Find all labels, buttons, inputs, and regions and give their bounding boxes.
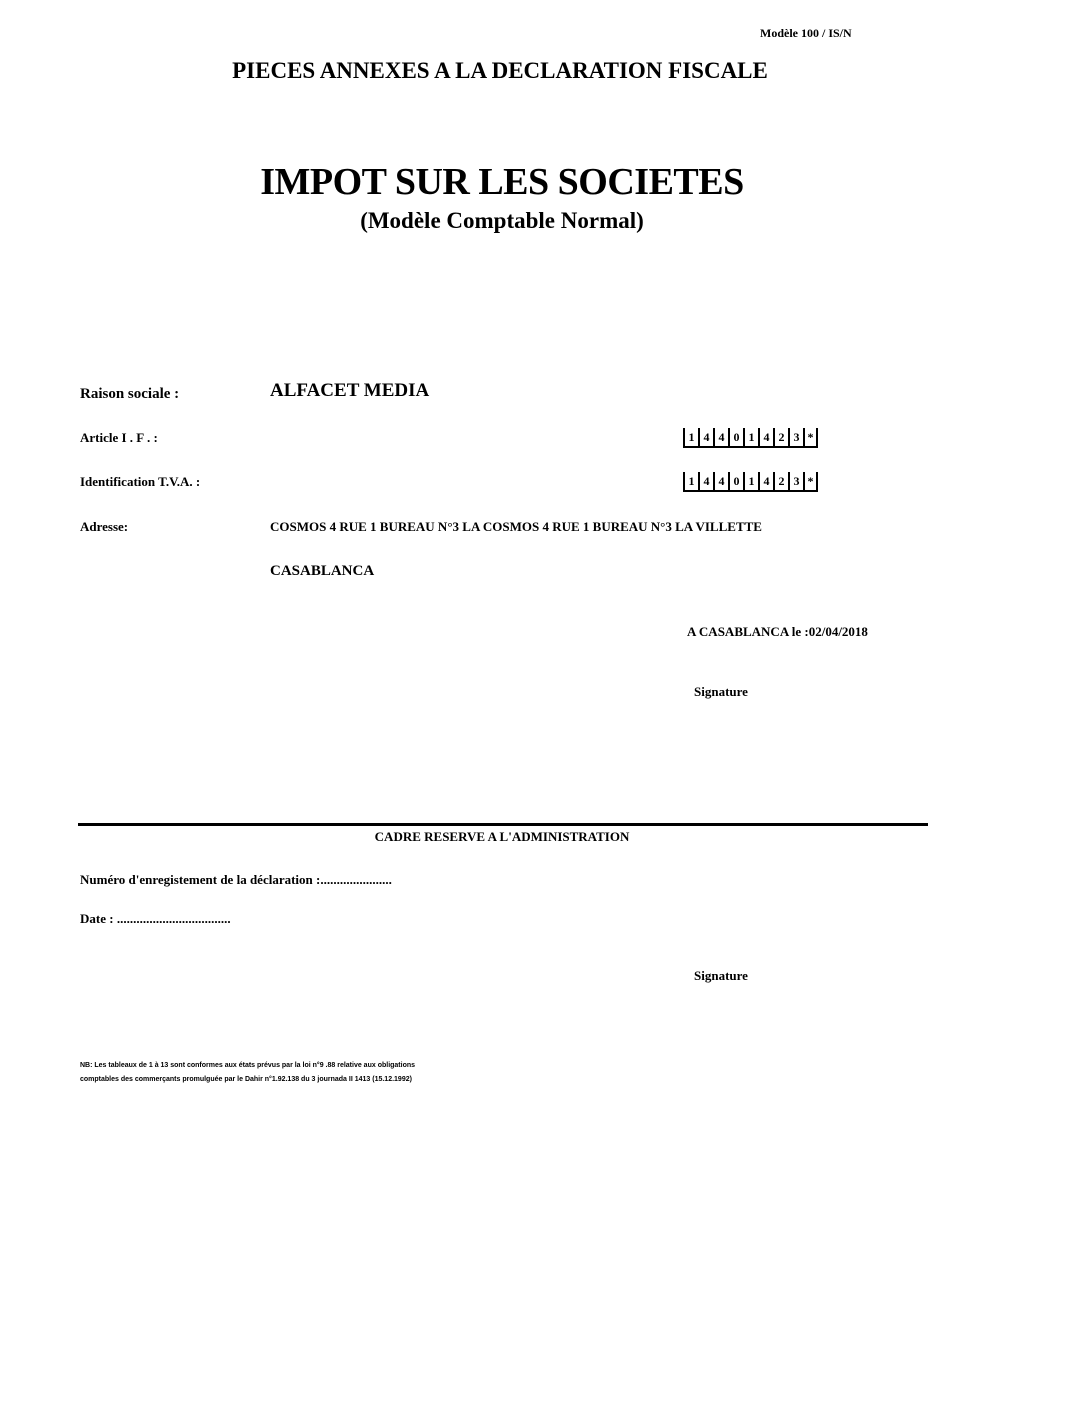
signature-label: Signature bbox=[694, 684, 748, 699]
model-reference: Modèle 100 / IS/N bbox=[760, 26, 852, 40]
tva-label: Identification T.V.A. : bbox=[80, 474, 201, 489]
tva-digit: 1 bbox=[743, 472, 758, 492]
adresse-label: Adresse: bbox=[80, 519, 129, 534]
article-if-digit: 2 bbox=[773, 428, 788, 448]
admin-section-title: CADRE RESERVE A L'ADMINISTRATION bbox=[374, 829, 630, 844]
tva-digit: 4 bbox=[758, 472, 773, 492]
article-if-digit: 3 bbox=[788, 428, 803, 448]
admin-section-divider bbox=[78, 823, 928, 826]
tva-digit: 3 bbox=[788, 472, 803, 492]
registration-number-line: Numéro d'enregistement de la déclaration :...................... bbox=[80, 872, 392, 887]
article-if-digit: 1 bbox=[743, 428, 758, 448]
article-if-digit: 4 bbox=[758, 428, 773, 448]
article-if-digit: 4 bbox=[713, 428, 728, 448]
main-title: PIECES ANNEXES A LA DECLARATION FISCALE bbox=[232, 58, 768, 83]
tva-digit: 2 bbox=[773, 472, 788, 492]
footnote-line-2: comptables des commerçants promulguée par le Dahir n°1.92.138 du 3 journada II 1413 (15.12.1992) bbox=[80, 1076, 412, 1083]
admin-date-line: Date : ................................... bbox=[80, 911, 231, 926]
place-date: A CASABLANCA le :02/04/2018 bbox=[687, 624, 868, 639]
article-if-digit: 0 bbox=[728, 428, 743, 448]
tva-digit: 4 bbox=[713, 472, 728, 492]
tva-digit: 0 bbox=[728, 472, 743, 492]
adresse-line-1: COSMOS 4 RUE 1 BUREAU N°3 LA COSMOS 4 RUE 1 BUREAU N°3 LA VILLETTE bbox=[270, 519, 762, 534]
tva-digit-boxes bbox=[683, 472, 818, 492]
article-if-digit: * bbox=[803, 428, 818, 448]
tva-digit: 1 bbox=[683, 472, 698, 492]
adresse-line-2: CASABLANCA bbox=[270, 563, 375, 579]
raison-sociale-value: ALFACET MEDIA bbox=[270, 380, 430, 401]
tva-digit: * bbox=[803, 472, 818, 492]
admin-signature-label: Signature bbox=[694, 968, 748, 983]
tva-digit: 4 bbox=[698, 472, 713, 492]
article-if-digit: 1 bbox=[683, 428, 698, 448]
raison-sociale-label: Raison sociale : bbox=[80, 386, 180, 402]
document-title: IMPOT SUR LES SOCIETES bbox=[260, 161, 744, 203]
article-if-digit-boxes bbox=[683, 428, 818, 448]
footnote-line-1: NB: Les tableaux de 1 à 13 sont conformes aux états prévus par la loi n°9 .88 relative aux obligations bbox=[80, 1062, 416, 1069]
article-if-label: Article I . F . : bbox=[80, 430, 158, 445]
document-subtitle: (Modèle Comptable Normal) bbox=[360, 208, 644, 233]
article-if-digit: 4 bbox=[698, 428, 713, 448]
